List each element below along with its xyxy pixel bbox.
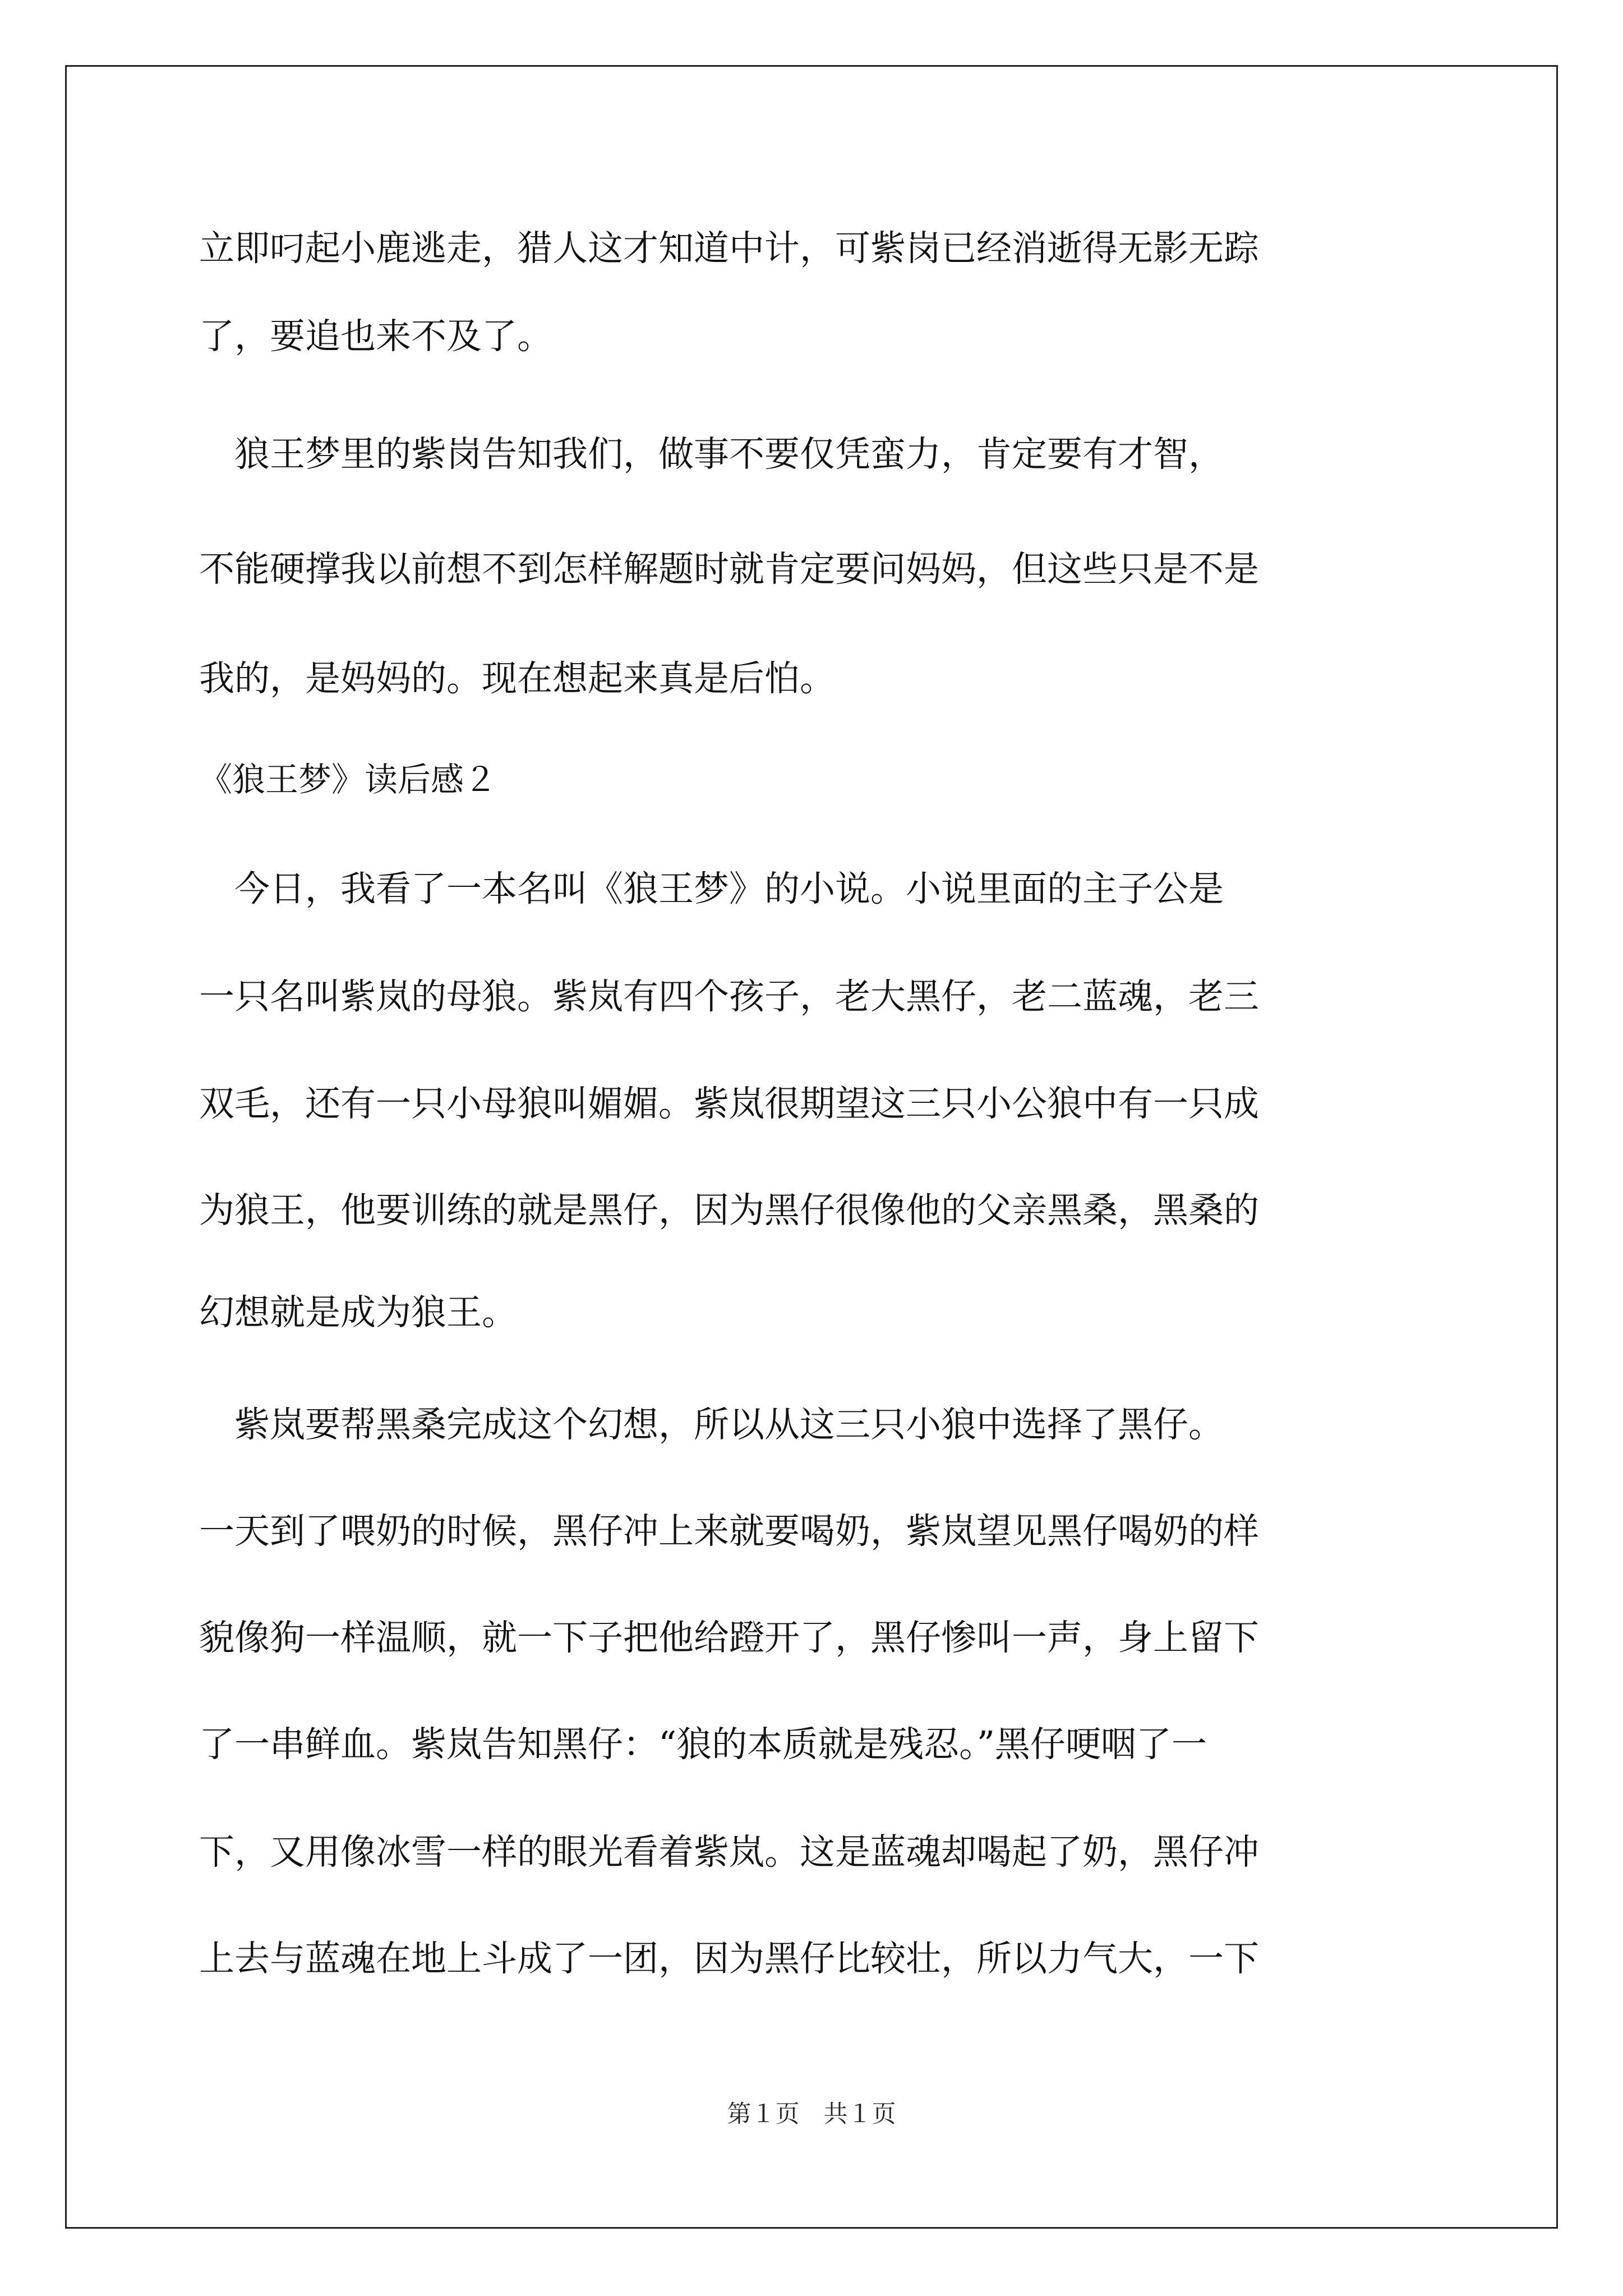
- text-line: 狼王梦里的紫岗告知我们，做事不要仅凭蛮力，肯定要有才智，: [199, 434, 1224, 475]
- section-heading: 《狼王梦》读后感２: [199, 760, 497, 799]
- text-line: 一天到了喂奶的时候，黑仔冲上来就要喝奶，紫岚望见黑仔喝奶的样: [199, 1511, 1259, 1552]
- text-line: 双毛，还有一只小母狼叫媚媚。紫岚很期望这三只小公狼中有一只成: [199, 1083, 1259, 1124]
- page-border: [65, 65, 1558, 2229]
- text-line: 下，又用像冰雪一样的眼光看着紫岚。这是蓝魂却喝起了奶，黑仔冲: [199, 1832, 1259, 1872]
- text-line: 上去与蓝魂在地上斗成了一团，因为黑仔比较壮，所以力气大，一下: [199, 1938, 1259, 1979]
- text-line: 立即叼起小鹿逃走，猎人这才知道中计，可紫岗已经消逝得无影无踪: [199, 228, 1259, 269]
- text-line: 一只名叫紫岚的母狼。紫岚有四个孩子，老大黑仔，老二蓝魂，老三: [199, 976, 1259, 1017]
- page-footer: 第１页 共１页: [727, 2101, 896, 2128]
- text-line: 了，要追也来不及了。: [199, 316, 552, 357]
- text-line: 紫岚要帮黑桑完成这个幻想，所以从这三只小狼中选择了黑仔。: [199, 1404, 1224, 1445]
- text-line: 幻想就是成为狼王。: [199, 1292, 517, 1333]
- text-line: 了一串鲜血。紫岚告知黑仔：“狼的本质就是残忍。”黑仔哽咽了一: [199, 1724, 1207, 1765]
- text-line: 我的，是妈妈的。现在想起来真是后怕。: [199, 658, 835, 699]
- text-line: 不能硬撑我以前想不到怎样解题时就肯定要问妈妈，但这些只是不是: [199, 549, 1259, 590]
- text-line: 为狼王，他要训练的就是黑仔，因为黑仔很像他的父亲黑桑，黑桑的: [199, 1190, 1259, 1231]
- text-line: 貌像狗一样温顺，就一下子把他给蹬开了，黑仔惨叫一声，身上留下: [199, 1617, 1259, 1658]
- text-line: 今日，我看了一本名叫《狼王梦》的小说。小说里面的主子公是: [199, 868, 1224, 909]
